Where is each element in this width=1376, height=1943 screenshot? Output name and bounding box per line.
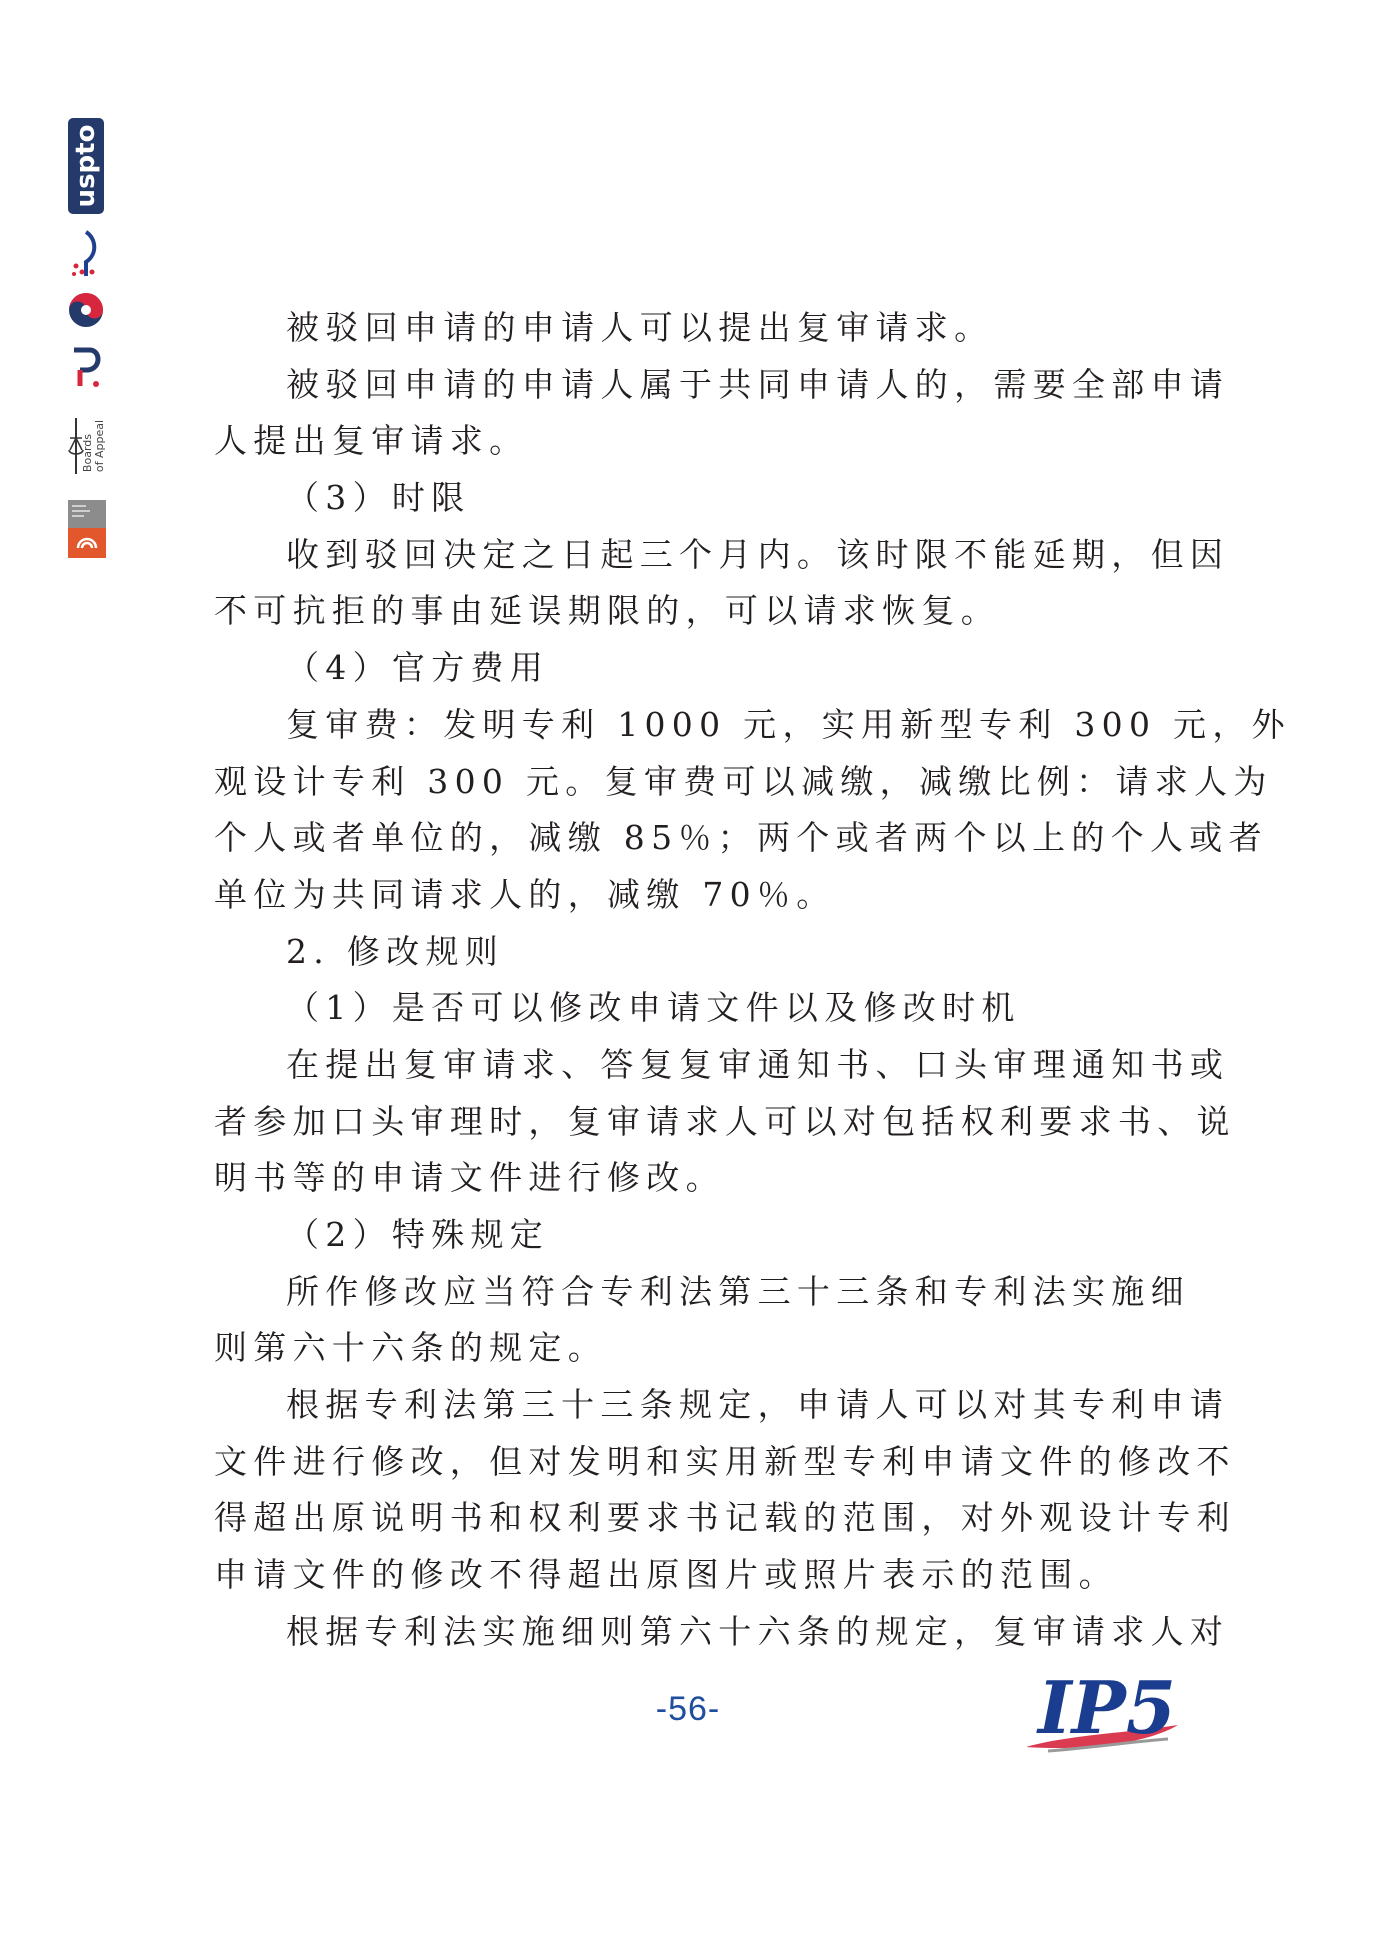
jpo-logo <box>66 228 106 280</box>
text-line: 申请文件的修改不得超出原图片或照片表示的范围。 <box>214 1555 1118 1595</box>
text-line: 所作修改应当符合专利法第三十三条和专利法实施细 <box>286 1271 1190 1311</box>
epo-logo <box>68 500 106 558</box>
boa-text-line1: Boards <box>81 434 94 473</box>
text-line: 复审费：发明专利 1000 元，实用新型专利 300 元，外 <box>286 704 1291 744</box>
text-line: 则第六十六条的规定。 <box>214 1328 607 1368</box>
ip5-office-logos <box>62 118 110 558</box>
text-line: 收到驳回决定之日起三个月内。该时限不能延期，但因 <box>286 534 1230 574</box>
text-line: （4）官方费用 <box>286 648 550 688</box>
text-line: （2）特殊规定 <box>286 1215 550 1254</box>
boa-text-line2: of Appeal <box>93 419 106 473</box>
text-line: 个人或者单位的，减缴 85％；两个或者两个以上的个人或者 <box>214 818 1268 858</box>
text-line: （3）时限 <box>286 478 471 518</box>
text-line: 2. 修改规则 <box>286 931 505 971</box>
text-line: 不可抗拒的事由延误期限的，可以请求恢复。 <box>214 591 1000 631</box>
ip5-logo <box>1018 1655 1190 1765</box>
text-line: 者参加口头审理时，复审请求人可以对包括权利要求书、说 <box>214 1101 1236 1141</box>
text-line: 人提出复审请求。 <box>214 421 529 461</box>
document-body <box>214 300 1291 1661</box>
uspto-logo-text: uspto <box>71 124 101 208</box>
text-line: 根据专利法实施细则第六十六条的规定，复审请求人对 <box>286 1611 1230 1651</box>
kipo-logo <box>66 290 106 330</box>
cnipa-logo <box>66 344 106 390</box>
boards-of-appeal-logo <box>62 402 110 492</box>
boa-logo-text <box>82 420 106 472</box>
text-line: 观设计专利 300 元。复审费可以减缴，减缴比例：请求人为 <box>214 761 1273 801</box>
text-line: 被驳回申请的申请人属于共同申请人的，需要全部申请 <box>286 364 1230 404</box>
text-line: （1）是否可以修改申请文件以及修改时机 <box>286 988 1021 1028</box>
uspto-logo <box>68 118 104 214</box>
text-line: 根据专利法第三十三条规定，申请人可以对其专利申请 <box>286 1385 1230 1425</box>
page-number: -56- <box>655 1690 721 1728</box>
text-line: 单位为共同请求人的，减缴 70％。 <box>214 874 836 914</box>
text-line: 得超出原说明书和权利要求书记载的范围，对外观设计专利 <box>214 1498 1236 1538</box>
text-line: 被驳回申请的申请人可以提出复审请求。 <box>286 308 994 347</box>
text-line: 文件进行修改，但对发明和实用新型专利申请文件的修改不 <box>214 1441 1236 1481</box>
ip5-logo-text: IP5 <box>1038 1665 1176 1750</box>
text-line: 明书等的申请文件进行修改。 <box>214 1158 725 1198</box>
text-line: 在提出复审请求、答复复审通知书、口头审理通知书或 <box>286 1044 1230 1084</box>
